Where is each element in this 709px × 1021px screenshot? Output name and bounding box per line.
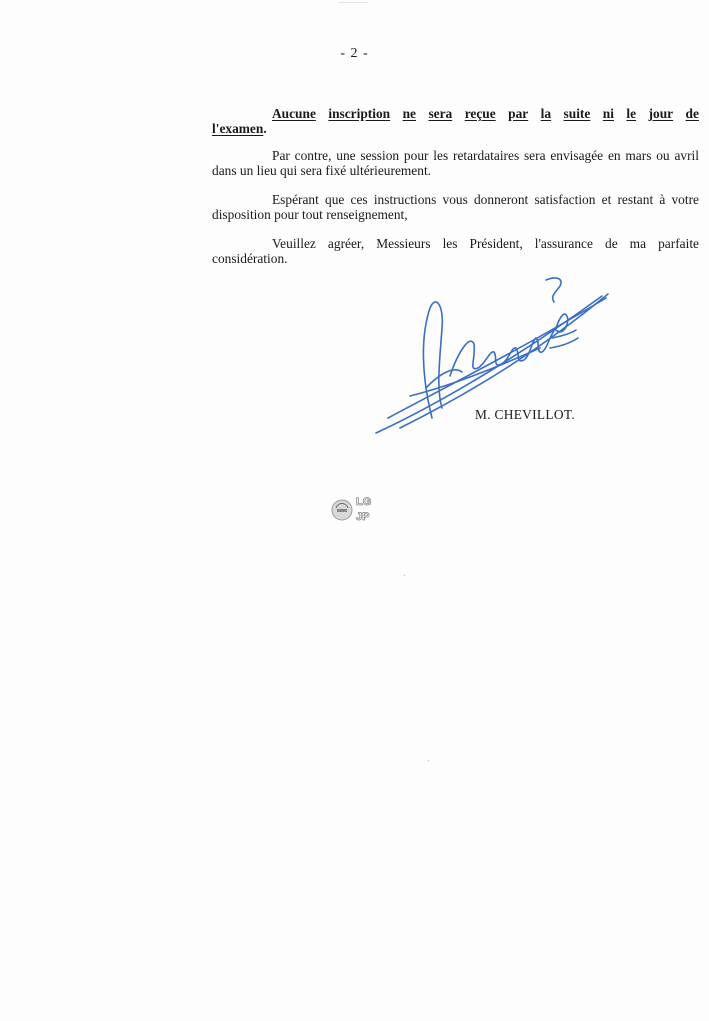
svg-text:JP: JP: [356, 511, 370, 523]
notice-word: par: [508, 106, 529, 121]
notice-line-1: [212, 106, 699, 121]
notice-period: .: [263, 121, 267, 136]
notice-word: la: [540, 106, 552, 121]
notice-word: l'examen: [212, 121, 264, 136]
stamp-logo: [328, 490, 378, 526]
paper-speck: [428, 760, 429, 761]
paper-speck: [338, 2, 368, 3]
page-number: - 2 -: [340, 46, 369, 61]
signatory-name: M. CHEVILLOT.: [475, 407, 575, 422]
notice-word: sera: [428, 106, 453, 121]
letter-body: [212, 106, 699, 280]
notice-word: Aucune: [272, 106, 316, 121]
notice-word: reçue: [464, 106, 496, 121]
paper-speck: [404, 575, 405, 576]
svg-text:LG: LG: [356, 496, 372, 508]
notice-word: le: [626, 106, 637, 121]
notice-word: ne: [402, 106, 416, 121]
notice-word: ni: [602, 106, 614, 121]
notice-line-2: [212, 121, 699, 136]
notice-word: suite: [563, 106, 591, 121]
notice-word: de: [685, 106, 699, 121]
paragraph-late-session: Par contre, une session pour les retardataires sera envisagée en mars ou avril dans un lieu qui sera fixé ultérieurement.: [212, 148, 699, 178]
paragraph-notice: [212, 106, 699, 136]
paragraph-closing: Veuillez agréer, Messieurs les Président, l'assurance de ma parfaite considération.: [212, 236, 699, 266]
notice-word: inscription: [328, 106, 391, 121]
paragraph-availability: Espérant que ces instructions vous donneront satisfaction et restant à votre disposition pour tout renseignement,: [212, 192, 699, 222]
notice-word: jour: [648, 106, 674, 121]
